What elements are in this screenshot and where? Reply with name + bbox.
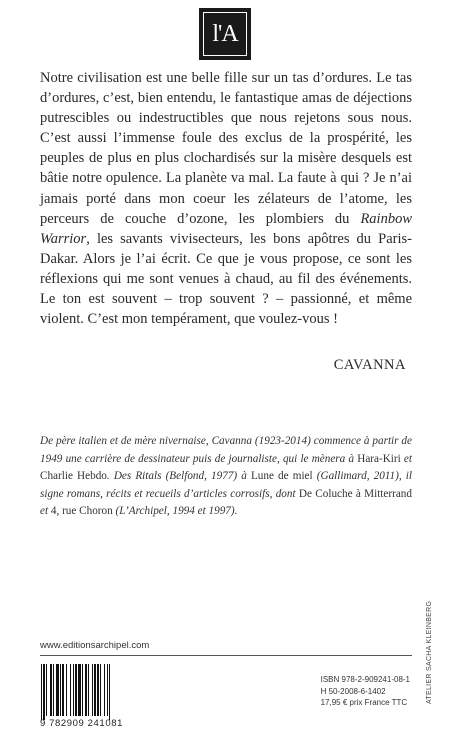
bio-title-choron: 4, rue Choron xyxy=(50,505,113,517)
bio-text: De père italien et de mère nivernaise, Cavanna (1923-2014) commence à partir de 1949 une carrière de dessinateur puis de journaliste, qui le mènera à xyxy=(40,435,412,465)
divider xyxy=(40,655,412,656)
product-code: H 50-2008-6-1402 xyxy=(320,686,386,696)
bio-text: (L’Archipel, 1994 et 1997). xyxy=(112,505,238,517)
bio-title-charlie: Charlie Hebdo xyxy=(40,470,107,482)
blurb-text-2: , les savants vivisecteurs, les bons apôtres du Paris-Dakar. Alors je l’ai écrit. Ce que je vous propose, ce sont les réflexions qui me sont venues à chaud, au fil des événements. Le ton est souvent – trop souvent ? – passionné, et même violent. C’est mon tempérament, que voulez-vous ! xyxy=(40,230,412,328)
design-credit: ATELIER SACHA KLEINBERG xyxy=(426,600,433,704)
author-signature: CAVANNA xyxy=(333,357,406,373)
publisher-url[interactable]: www.editionsarchipel.com xyxy=(40,640,150,651)
blurb-text-italic: Rainbow Warrior xyxy=(40,210,412,247)
blurb-text-1: Notre civilisation est une belle fille sur un tas d’ordures. Le tas d’ordures, c’est, bien entendu, le fantastique amas de déjections putrescibles ou indestructibles que nous rejetons sous nous. C’est aussi l’immense foule des exclus de la prospérité, les peuples de plus en plus clochardisés sur la misère desquels est bâtie notre opulence. La planète va mal. La faute à qui ? Je n’ai jamais porté dans mon coeur les zélateurs de l’atome, les perceurs de couche d’ozone, les plombiers du xyxy=(40,70,412,227)
bio-title-ritals: Des Ritals xyxy=(113,470,162,482)
barcode-number: 9 782909 241081 xyxy=(40,718,123,729)
price: 17,95 € prix France TTC xyxy=(320,698,408,707)
bio-text: (Belfond, 1977) à xyxy=(161,470,251,482)
publisher-logo-text: l'A xyxy=(212,20,238,47)
barcode-icon xyxy=(40,664,136,720)
bio-title-coluche: De Coluche à Mitterrand xyxy=(298,487,412,500)
bio-text: et xyxy=(400,452,413,465)
bio-title-harakiri: Hara-Kiri xyxy=(357,452,401,465)
back-cover-blurb xyxy=(40,68,412,329)
isbn: ISBN 978-2-909241-08-1 xyxy=(320,675,410,684)
isbn-block xyxy=(321,674,410,709)
blurb-paragraph xyxy=(40,68,412,329)
bio-text: et xyxy=(40,505,51,517)
bio-text: (Gallimard, 2011), il signe romans, récits et recueils d’articles corrosifs, dont xyxy=(40,470,413,500)
bio-title-lune: Lune de miel xyxy=(250,470,313,482)
bio-text: . xyxy=(106,470,114,482)
publisher-logo xyxy=(199,8,251,60)
author-bio xyxy=(40,433,412,521)
